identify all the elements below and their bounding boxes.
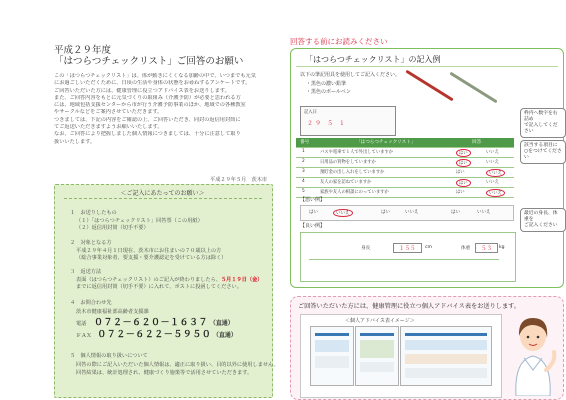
- letter-line: なお、ご回答により把握しました個人情報につきましては、十分に注意して取り: [54, 131, 241, 138]
- callout-right-align: [520, 108, 566, 138]
- weight-label: 体重: [461, 246, 471, 251]
- answer-yes: はい: [456, 190, 465, 195]
- letter-line: やサークルなどをご案内させていただきます。: [54, 109, 163, 116]
- callout-line: 枠内へ数字を右詰め: [524, 111, 558, 122]
- nurse-illustration: [506, 310, 560, 396]
- read-first-heading: 回答する前にお読みください: [290, 37, 388, 46]
- letter-date: 平成２９年５月 茨木市: [210, 177, 268, 183]
- sheet-header-bar: [315, 333, 349, 336]
- col-answer: 回答: [472, 140, 482, 145]
- guide-instruction: 以下の筆記用具を使用してご記入ください。: [300, 72, 401, 78]
- letter-line: 扱いいたします。: [54, 138, 96, 145]
- weight-value: ５３: [475, 243, 498, 253]
- bad-answer: はい: [381, 210, 390, 215]
- letter-line: ご回答いただいた方には、健康管理に役立つアドバイス表をお送りします。: [54, 87, 230, 94]
- row-question: 友人の家を訪ねていますか: [320, 180, 372, 185]
- letter-line: にお過ごしいただくために、日頃の生活や身体の状態をお尋ねするアンケートです。: [54, 80, 251, 87]
- row-number: 3: [302, 169, 305, 174]
- advice-sheet-page: [355, 326, 399, 386]
- good-example-label: 【良い例】: [300, 223, 326, 229]
- notes-item3-text: 表面（はつらつチェックリスト）のご記入が終わりましたら、: [76, 277, 221, 283]
- tel-number: ０７２－６２０－１６３７: [94, 318, 209, 328]
- date-year: ２９: [307, 120, 324, 127]
- row-question: バスや電車で１人で外出していますか: [320, 150, 394, 155]
- callout-line: ○をつけてください: [524, 149, 562, 160]
- date-example: [300, 106, 396, 136]
- letter-body: [54, 73, 269, 146]
- letter-title-year: 平成２９年度: [54, 45, 112, 56]
- row-number: 5: [302, 189, 305, 194]
- notes-item3-head: ３ 返送方法: [70, 269, 102, 275]
- guide-divider: [296, 66, 558, 67]
- notes-item2-head: ２ 対象となる方: [70, 240, 112, 246]
- fax-number: ０７２－６２２－５９５０: [97, 330, 212, 340]
- date-day: １: [338, 120, 347, 127]
- notes-item1-head: １ お送りしたもの: [70, 210, 117, 216]
- callout-height-weight: [520, 208, 566, 232]
- bad-example-row: [300, 205, 514, 221]
- guide-title: 「はつらつチェックリスト」の記入例: [305, 55, 441, 64]
- bad-answer: はい: [309, 210, 318, 215]
- answer-no: いいえ: [486, 160, 499, 165]
- notes-item2-line: 平成２９年４月１日現在、茨木市にお住まいの７０歳以上の方: [76, 248, 222, 254]
- answer-yes: はい: [456, 179, 471, 187]
- fax-label: ＦＡＸ: [76, 333, 92, 339]
- letter-line: には、地域包括支援センターから市が行う介護予防事業のほか、地域での各種教室: [54, 102, 246, 109]
- height-weight-example: [300, 232, 516, 282]
- bad-answer-no: いいえ: [333, 209, 353, 217]
- bad-answer-no: いいえ: [405, 210, 419, 215]
- guide-bullet-pen: ・黒色のボールペン: [306, 89, 351, 95]
- fax-note: （直通）: [212, 332, 237, 339]
- answer-no: いいえ: [486, 180, 499, 185]
- row-divider: [309, 259, 499, 260]
- row-number: 2: [302, 159, 305, 164]
- callout-line: 最近の身長、体重を: [524, 211, 558, 222]
- letter-line: てご返送いただきますようお願いいたします。: [54, 124, 163, 131]
- table-row: [296, 178, 514, 188]
- bad-answer: はい: [451, 210, 460, 215]
- date-month: ５: [326, 120, 335, 127]
- sheet-block: [360, 340, 394, 358]
- answer-yes: はい: [456, 170, 465, 175]
- table-row: [296, 168, 514, 178]
- callout-line: 該当する項目に: [524, 143, 558, 148]
- sheet-header-bar: [360, 333, 394, 336]
- tel-note: （直通）: [209, 320, 234, 327]
- answer-no: いいえ: [486, 150, 499, 155]
- advice-sheet-page: [310, 326, 354, 386]
- row-question: 預貯金の出し入れをしていますか: [320, 170, 385, 175]
- date-example-label: 記入日: [304, 110, 317, 115]
- letter-line: この「はつらつチェックリスト」は、体が動きにくくなる加齢の中で、いつまでも元気: [54, 73, 256, 79]
- row-number: 4: [302, 179, 305, 184]
- notes-title: ＜ご記入にあたってのお願い＞: [120, 190, 205, 197]
- notes-item1-line: （１）「はつらつチェックリスト」回答票（この用紙）: [76, 218, 203, 224]
- letter-line: また、ご回答内容をもとに元気づくりの取組み（介護予防）が必要と思われる方: [54, 94, 241, 101]
- row-question: 日用品の買物をしていますか: [320, 160, 376, 165]
- sheet-block: [360, 362, 394, 372]
- col-number: 番号: [300, 140, 310, 145]
- tel-label: 電話: [76, 321, 87, 327]
- notes-item4-head: ４ お問合わせ先: [70, 300, 112, 306]
- sheet-header-bar: [405, 333, 487, 336]
- return-deadline: ５月１９日（金）: [220, 277, 263, 283]
- sheet-block: [315, 340, 349, 352]
- table-row: [296, 148, 514, 158]
- advice-sheet-page: [400, 326, 492, 386]
- height-label: 身長: [361, 246, 371, 251]
- notes-item5-line: 回答結果は、統計処理され、健康づくり施策等で活用させていただきます。: [76, 370, 253, 376]
- notes-item5-head: ５ 個人情報の取り扱いについて: [70, 353, 148, 359]
- table-header: [296, 138, 514, 148]
- height-unit: cm: [425, 245, 433, 250]
- notes-item2-line: （総合事業対象者、要支援・要介護認定を受けている方は除く）: [76, 255, 227, 261]
- answer-yes: はい: [456, 159, 471, 167]
- table-row: [296, 188, 514, 198]
- date-example-values: [307, 118, 347, 127]
- sheet-block: [405, 354, 487, 364]
- table-row: [296, 158, 514, 168]
- sheet-block: [405, 340, 487, 350]
- notes-item5-line: 回答の際にご記入いただいた個人情報は、適正に取り扱い、目的以外に使用しません。: [76, 362, 279, 368]
- notes-item3-line2: までに返信用封筒（切手不要）に入れて、ポストに投函してください。: [76, 284, 242, 290]
- bad-example-label: 【悪い例】: [300, 197, 326, 203]
- fax-line: [76, 327, 237, 340]
- advice-title: ご回答いただいた方には、健康管理に役立つ個人アドバイス表をお送りします。: [298, 303, 521, 310]
- bad-answer-no: いいえ: [477, 210, 491, 215]
- height-value: １５５: [393, 243, 422, 253]
- letter-line: つきましては、下記の内容をご確認の上、ご回答いただき、同封の返信用封筒に: [54, 116, 241, 123]
- callout-line: ご記入ください: [524, 223, 558, 228]
- notes-divider: [64, 198, 262, 199]
- answer-no: いいえ: [486, 169, 505, 177]
- sheet-block: [405, 368, 487, 378]
- callout-circle-answer: [520, 140, 566, 164]
- letter-title: 「はつらつチェックリスト」ご回答のお願い: [54, 56, 244, 67]
- advice-sheet-caption: ＜個人アドバイス表イメージ＞: [345, 318, 415, 324]
- contact-org: 茨木市健康福祉部高齢者支援課: [76, 309, 149, 315]
- row-question: 家族や友人の相談にのっていますか: [320, 190, 389, 195]
- notes-item3-line: [76, 277, 262, 284]
- notes-item1-line: （２）返信用封筒（切手不要）: [76, 225, 149, 231]
- answer-yes: はい: [456, 149, 471, 157]
- sheet-block: [315, 356, 349, 368]
- weight-unit: kg: [499, 245, 505, 250]
- col-question: 「はつらつチェックリスト」: [356, 140, 416, 145]
- guide-bullet-pencil: ・黒色の濃い鉛筆: [306, 81, 347, 87]
- checklist-example-table: [296, 138, 514, 198]
- row-number: 1: [302, 149, 305, 154]
- callout-line: で記入してください: [524, 123, 558, 134]
- answer-no: いいえ: [486, 189, 505, 197]
